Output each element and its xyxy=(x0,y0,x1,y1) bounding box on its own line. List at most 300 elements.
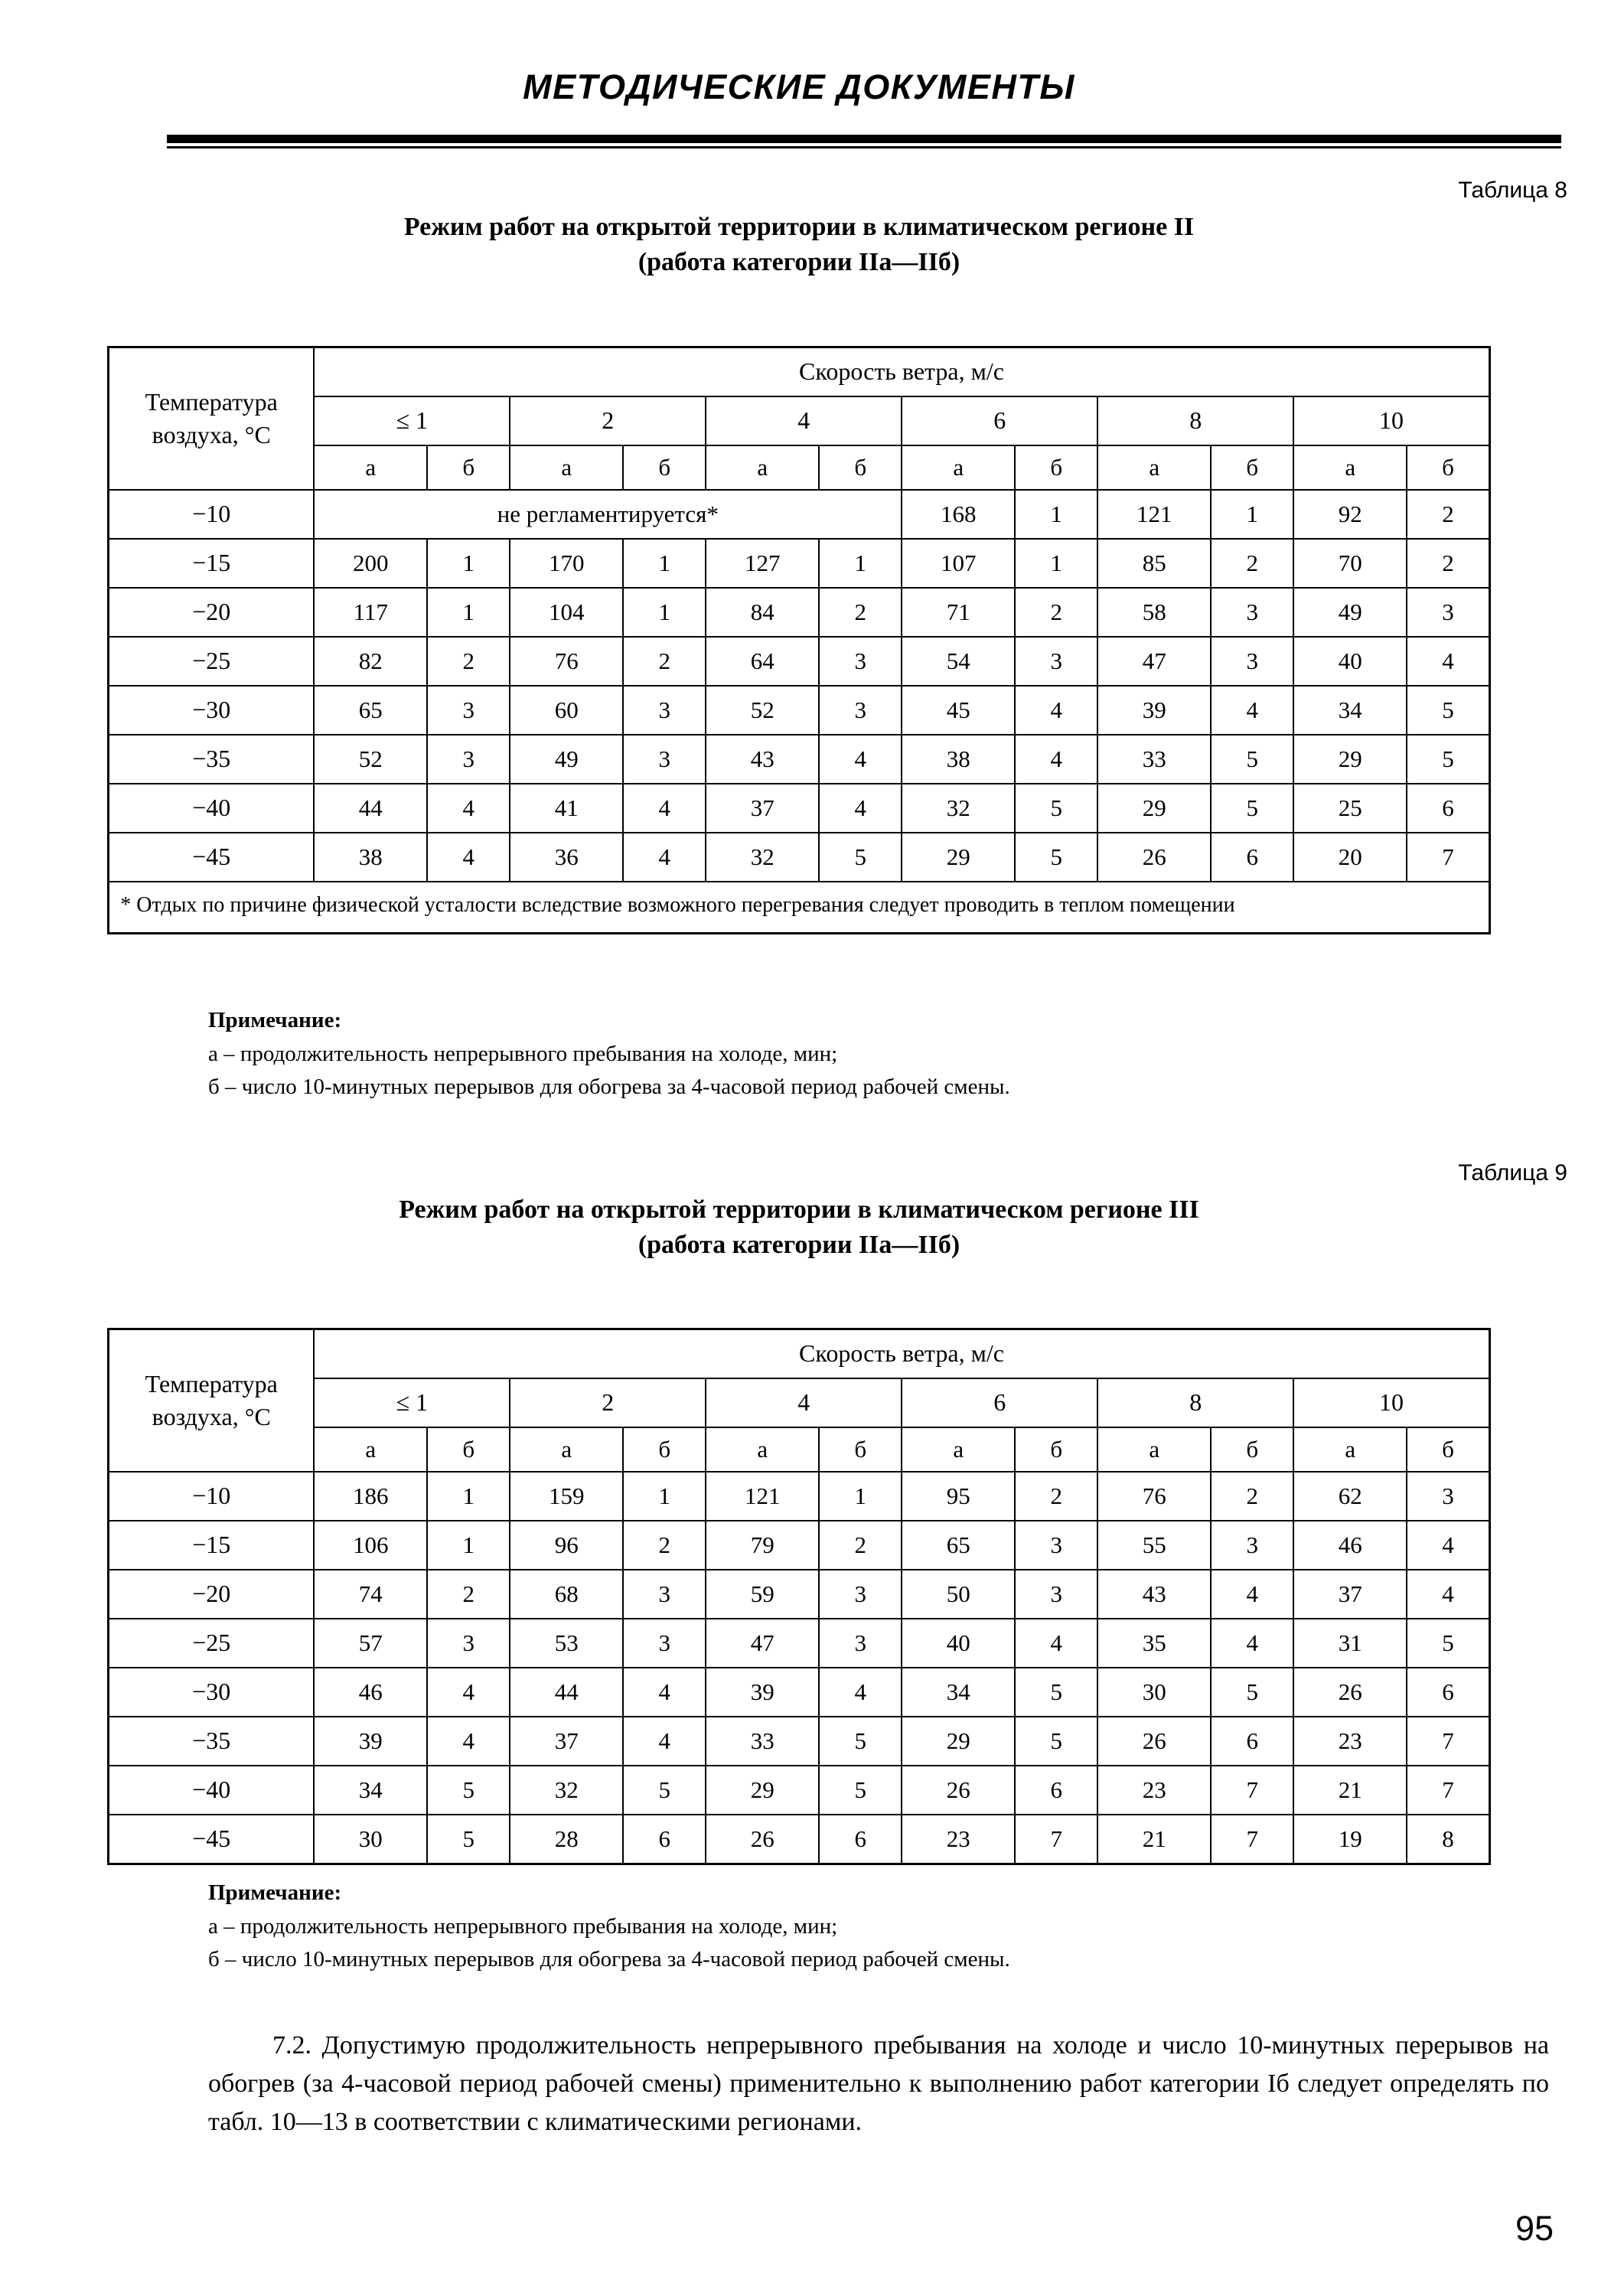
table-row xyxy=(109,1521,1490,1570)
value-cell: 25 xyxy=(1293,784,1407,833)
temperature-cell: −10 xyxy=(109,490,315,539)
value-cell: 46 xyxy=(314,1668,427,1717)
table9-notes-block xyxy=(0,1877,1598,1977)
value-cell: 2 xyxy=(1407,490,1489,539)
value-cell: 79 xyxy=(706,1521,819,1570)
value-cell: 4 xyxy=(1015,1619,1097,1668)
value-cell: 4 xyxy=(623,784,706,833)
value-cell: 26 xyxy=(1293,1668,1407,1717)
table8-title-line1: Режим работ на открытой территории в климатическом регионе II xyxy=(403,213,1195,241)
value-cell: 5 xyxy=(819,833,902,882)
value-cell: 3 xyxy=(1015,1570,1097,1619)
value-cell: 37 xyxy=(706,784,819,833)
value-cell: 29 xyxy=(1097,784,1211,833)
value-cell: 23 xyxy=(1097,1766,1211,1815)
value-cell: 6 xyxy=(819,1815,902,1864)
table8-head-row1 xyxy=(109,347,1490,397)
temperature-cell: −20 xyxy=(109,1570,315,1619)
value-cell: 38 xyxy=(902,735,1015,784)
value-cell: 3 xyxy=(1211,1521,1293,1570)
value-cell: 32 xyxy=(510,1766,623,1815)
temperature-cell: −30 xyxy=(109,686,315,735)
value-cell: 4 xyxy=(427,784,510,833)
value-cell: 7 xyxy=(1407,1717,1489,1766)
table9-title-line1: Режим работ на открытой территории в климатическом регионе III xyxy=(399,1195,1199,1224)
value-cell: 3 xyxy=(1015,1521,1097,1570)
value-cell: 5 xyxy=(819,1717,902,1766)
value-cell: 43 xyxy=(706,735,819,784)
value-cell: 8 xyxy=(1407,1815,1489,1864)
value-cell: 4 xyxy=(623,1668,706,1717)
table9-sub-b-3: б xyxy=(1015,1427,1097,1472)
table8-sub-b-3: б xyxy=(1015,445,1097,490)
table-row xyxy=(109,1570,1490,1619)
table9-caption: Таблица 9 xyxy=(1458,1160,1567,1186)
value-cell: 4 xyxy=(1407,637,1489,686)
value-cell: 2 xyxy=(427,1570,510,1619)
table9 xyxy=(107,1328,1491,1865)
value-cell: 3 xyxy=(819,637,902,686)
value-cell: 28 xyxy=(510,1815,623,1864)
value-cell: 2 xyxy=(623,637,706,686)
value-cell: 33 xyxy=(1097,735,1211,784)
value-cell: 3 xyxy=(623,686,706,735)
value-cell: 4 xyxy=(427,1717,510,1766)
value-cell: 71 xyxy=(902,588,1015,637)
value-cell: 1 xyxy=(819,539,902,588)
value-cell: 21 xyxy=(1097,1815,1211,1864)
value-cell: 23 xyxy=(1293,1717,1407,1766)
table8 xyxy=(107,346,1491,934)
value-cell: 3 xyxy=(427,735,510,784)
table9-sub-a-1: а xyxy=(510,1427,623,1472)
value-cell: 4 xyxy=(1407,1521,1489,1570)
value-cell: 4 xyxy=(427,833,510,882)
notes9-header: Примечание: xyxy=(208,1880,342,1905)
table8-sub-b-1: б xyxy=(623,445,706,490)
value-cell: 5 xyxy=(1407,735,1489,784)
value-cell: 200 xyxy=(314,539,427,588)
value-cell: 5 xyxy=(623,1766,706,1815)
value-cell: 68 xyxy=(510,1570,623,1619)
value-cell: 39 xyxy=(706,1668,819,1717)
table9-head-row1 xyxy=(109,1329,1490,1379)
value-cell: 6 xyxy=(1015,1766,1097,1815)
value-cell: 49 xyxy=(1293,588,1407,637)
table8-head-row3 xyxy=(109,445,1490,490)
value-cell: 32 xyxy=(902,784,1015,833)
table8-caption-block xyxy=(0,178,1598,279)
value-cell: 1 xyxy=(427,588,510,637)
table9-title xyxy=(0,1192,1598,1262)
table9-head xyxy=(109,1329,1490,1473)
table8-notes xyxy=(208,1004,1598,1104)
value-cell: 4 xyxy=(1015,686,1097,735)
value-cell: 121 xyxy=(1097,490,1211,539)
value-cell: 1 xyxy=(623,588,706,637)
value-cell: 84 xyxy=(706,588,819,637)
value-cell: 127 xyxy=(706,539,819,588)
value-cell: 3 xyxy=(819,1619,902,1668)
value-cell: 26 xyxy=(902,1766,1015,1815)
value-cell: 5 xyxy=(427,1815,510,1864)
running-head: МЕТОДИЧЕСКИЕ ДОКУМЕНТЫ xyxy=(523,67,1075,106)
value-cell: 2 xyxy=(1015,588,1097,637)
value-cell: 3 xyxy=(1015,637,1097,686)
value-cell: 64 xyxy=(706,637,819,686)
value-cell: 6 xyxy=(1407,1668,1489,1717)
table8-sub-a-2: а xyxy=(706,445,819,490)
table8-foot xyxy=(109,882,1490,933)
table-row xyxy=(109,735,1490,784)
table-row xyxy=(109,539,1490,588)
value-cell: 4 xyxy=(1211,1570,1293,1619)
value-cell: 1 xyxy=(427,1521,510,1570)
value-cell: 82 xyxy=(314,637,427,686)
value-cell: 5 xyxy=(1015,1668,1097,1717)
table9-group-5: 10 xyxy=(1293,1378,1489,1427)
table8-body xyxy=(109,490,1490,882)
value-cell: 35 xyxy=(1097,1619,1211,1668)
value-cell: 34 xyxy=(902,1668,1015,1717)
value-cell: 59 xyxy=(706,1570,819,1619)
table9-temp-header: Температура воздуха, °С xyxy=(109,1329,315,1473)
notes8-header: Примечание: xyxy=(208,1008,342,1032)
temperature-cell: −20 xyxy=(109,588,315,637)
value-cell: 2 xyxy=(623,1521,706,1570)
value-cell: 34 xyxy=(1293,686,1407,735)
value-cell: 33 xyxy=(706,1717,819,1766)
value-cell: 37 xyxy=(510,1717,623,1766)
table9-sub-b-1: б xyxy=(623,1427,706,1472)
value-cell: 29 xyxy=(706,1766,819,1815)
value-cell: 76 xyxy=(1097,1472,1211,1521)
value-cell: 4 xyxy=(819,784,902,833)
value-cell: 5 xyxy=(427,1766,510,1815)
value-cell: 30 xyxy=(314,1815,427,1864)
table9-group-4: 8 xyxy=(1097,1378,1293,1427)
value-cell: 3 xyxy=(1211,637,1293,686)
value-cell: 44 xyxy=(314,784,427,833)
value-cell: 65 xyxy=(314,686,427,735)
value-cell: 7 xyxy=(1015,1815,1097,1864)
value-cell: 29 xyxy=(1293,735,1407,784)
temperature-cell: −45 xyxy=(109,833,315,882)
value-cell: 4 xyxy=(1407,1570,1489,1619)
table-row xyxy=(109,784,1490,833)
value-cell: 3 xyxy=(623,1570,706,1619)
table9-sub-b-5: б xyxy=(1407,1427,1489,1472)
value-cell: 29 xyxy=(902,1717,1015,1766)
table8-sub-b-5: б xyxy=(1407,445,1489,490)
value-cell: 168 xyxy=(902,490,1015,539)
table9-group-1: 2 xyxy=(510,1378,706,1427)
notes8-line-b: б – число 10-минутных перерывов для обогрева за 4-часовой период рабочей смены. xyxy=(208,1075,1010,1099)
value-cell: 70 xyxy=(1293,539,1407,588)
value-cell: 3 xyxy=(1211,588,1293,637)
value-cell: 5 xyxy=(1015,1717,1097,1766)
value-cell: 4 xyxy=(819,1668,902,1717)
value-cell: 4 xyxy=(1211,686,1293,735)
value-cell: 92 xyxy=(1293,490,1407,539)
value-cell: 3 xyxy=(623,735,706,784)
value-cell: 31 xyxy=(1293,1619,1407,1668)
table9-group-3: 6 xyxy=(902,1378,1097,1427)
table8-head xyxy=(109,347,1490,491)
value-cell: 107 xyxy=(902,539,1015,588)
table-row xyxy=(109,490,1490,539)
temperature-cell: −45 xyxy=(109,1815,315,1864)
table9-caption-block xyxy=(0,1160,1598,1262)
table8-sub-b-4: б xyxy=(1211,445,1293,490)
value-cell: 1 xyxy=(1015,490,1097,539)
value-cell: 29 xyxy=(902,833,1015,882)
value-cell: 3 xyxy=(427,686,510,735)
value-cell: 57 xyxy=(314,1619,427,1668)
table8-group-0: ≤ 1 xyxy=(314,396,510,445)
value-cell: 121 xyxy=(706,1472,819,1521)
table8-sub-a-3: а xyxy=(902,445,1015,490)
temperature-cell: −15 xyxy=(109,1521,315,1570)
value-cell: 85 xyxy=(1097,539,1211,588)
table9-sub-a-0: а xyxy=(314,1427,427,1472)
value-cell: 7 xyxy=(1407,1766,1489,1815)
table8-speed-header: Скорость ветра, м/с xyxy=(314,347,1489,397)
table8-group-3: 6 xyxy=(902,396,1097,445)
value-cell: 5 xyxy=(1015,784,1097,833)
value-cell: 2 xyxy=(1211,1472,1293,1521)
value-cell: 36 xyxy=(510,833,623,882)
value-cell: 40 xyxy=(1293,637,1407,686)
value-cell: 5 xyxy=(1211,1668,1293,1717)
value-cell: 53 xyxy=(510,1619,623,1668)
table9-sub-b-2: б xyxy=(819,1427,902,1472)
value-cell: 40 xyxy=(902,1619,1015,1668)
value-cell: 52 xyxy=(706,686,819,735)
temperature-cell: −40 xyxy=(109,1766,315,1815)
header-rule xyxy=(167,135,1561,148)
notes8-line-a: а – продолжительность непрерывного пребывания на холоде, мин; xyxy=(208,1041,838,1066)
table8-sub-b-2: б xyxy=(819,445,902,490)
value-cell: 5 xyxy=(1211,735,1293,784)
table8-group-2: 4 xyxy=(706,396,902,445)
temperature-cell: −30 xyxy=(109,1668,315,1717)
table-row xyxy=(109,1472,1490,1521)
table8-head-row2 xyxy=(109,396,1490,445)
table9-sub-a-5: а xyxy=(1293,1427,1407,1472)
value-cell: 50 xyxy=(902,1570,1015,1619)
table-row xyxy=(109,686,1490,735)
value-cell: 1 xyxy=(623,1472,706,1521)
table8-group-1: 2 xyxy=(510,396,706,445)
table-row xyxy=(109,1619,1490,1668)
value-cell: 1 xyxy=(819,1472,902,1521)
value-cell: 7 xyxy=(1211,1766,1293,1815)
table8-group-5: 10 xyxy=(1293,396,1489,445)
table9-group-2: 4 xyxy=(706,1378,902,1427)
value-cell: 41 xyxy=(510,784,623,833)
value-cell: 1 xyxy=(427,1472,510,1521)
notes9-line-b: б – число 10-минутных перерывов для обогрева за 4-часовой период рабочей смены. xyxy=(208,1947,1010,1971)
table-row xyxy=(109,1717,1490,1766)
value-cell: 49 xyxy=(510,735,623,784)
value-cell: 1 xyxy=(427,539,510,588)
value-cell: 47 xyxy=(1097,637,1211,686)
value-cell: 6 xyxy=(623,1815,706,1864)
value-cell: 32 xyxy=(706,833,819,882)
value-cell: 2 xyxy=(819,588,902,637)
value-cell: 38 xyxy=(314,833,427,882)
value-cell: 43 xyxy=(1097,1570,1211,1619)
paragraph-block xyxy=(0,2027,1598,2141)
value-cell: 117 xyxy=(314,588,427,637)
value-cell: 4 xyxy=(623,833,706,882)
value-cell: 106 xyxy=(314,1521,427,1570)
value-cell: 62 xyxy=(1293,1472,1407,1521)
table-row xyxy=(109,1766,1490,1815)
value-cell: 2 xyxy=(1407,539,1489,588)
table8-sub-b-0: б xyxy=(427,445,510,490)
table8-block xyxy=(0,346,1598,934)
value-cell: 5 xyxy=(1407,686,1489,735)
value-cell: 52 xyxy=(314,735,427,784)
temperature-cell: −15 xyxy=(109,539,315,588)
value-cell: 39 xyxy=(314,1717,427,1766)
value-cell: 46 xyxy=(1293,1521,1407,1570)
table8-notes-block xyxy=(0,1004,1598,1104)
value-cell: 3 xyxy=(819,686,902,735)
value-cell: 19 xyxy=(1293,1815,1407,1864)
value-cell: 30 xyxy=(1097,1668,1211,1717)
value-cell: 1 xyxy=(1015,539,1097,588)
value-cell: 2 xyxy=(427,637,510,686)
value-cell: 159 xyxy=(510,1472,623,1521)
value-cell: 2 xyxy=(819,1521,902,1570)
value-cell: 186 xyxy=(314,1472,427,1521)
temperature-cell: −25 xyxy=(109,1619,315,1668)
value-cell: 3 xyxy=(819,1570,902,1619)
value-cell: 55 xyxy=(1097,1521,1211,1570)
table8-title xyxy=(0,210,1598,279)
value-cell: 6 xyxy=(1211,833,1293,882)
value-cell: 2 xyxy=(1211,539,1293,588)
value-cell: 54 xyxy=(902,637,1015,686)
value-cell: 58 xyxy=(1097,588,1211,637)
table8-sub-a-5: а xyxy=(1293,445,1407,490)
value-cell: 21 xyxy=(1293,1766,1407,1815)
value-cell: 4 xyxy=(1211,1619,1293,1668)
table8-sub-a-0: а xyxy=(314,445,427,490)
value-cell: 45 xyxy=(902,686,1015,735)
value-cell: 74 xyxy=(314,1570,427,1619)
value-cell: 2 xyxy=(1015,1472,1097,1521)
value-cell: 3 xyxy=(427,1619,510,1668)
value-cell: 7 xyxy=(1407,833,1489,882)
value-cell: 26 xyxy=(706,1815,819,1864)
value-cell: 6 xyxy=(1407,784,1489,833)
value-cell: 26 xyxy=(1097,1717,1211,1766)
table9-sub-b-4: б xyxy=(1211,1427,1293,1472)
value-cell: 95 xyxy=(902,1472,1015,1521)
value-cell: 60 xyxy=(510,686,623,735)
value-cell: 3 xyxy=(1407,1472,1489,1521)
table9-sub-a-2: а xyxy=(706,1427,819,1472)
value-cell: 37 xyxy=(1293,1570,1407,1619)
temperature-cell: −35 xyxy=(109,735,315,784)
value-cell: 76 xyxy=(510,637,623,686)
value-cell: 1 xyxy=(623,539,706,588)
table9-notes xyxy=(208,1877,1598,1977)
table9-head-row2 xyxy=(109,1378,1490,1427)
value-cell: 7 xyxy=(1211,1815,1293,1864)
table8-footnote: * Отдых по причине физической усталости вследствие возможного перегревания следует проводить в теплом помещении xyxy=(109,882,1490,933)
value-cell: 5 xyxy=(1407,1619,1489,1668)
table9-head-row3 xyxy=(109,1427,1490,1472)
table9-body xyxy=(109,1472,1490,1864)
value-cell: 20 xyxy=(1293,833,1407,882)
table-row xyxy=(109,1668,1490,1717)
value-cell: 5 xyxy=(1015,833,1097,882)
value-cell: 6 xyxy=(1211,1717,1293,1766)
table-row xyxy=(109,833,1490,882)
value-cell: 44 xyxy=(510,1668,623,1717)
temperature-cell: −25 xyxy=(109,637,315,686)
value-cell: 5 xyxy=(819,1766,902,1815)
value-cell: 4 xyxy=(427,1668,510,1717)
value-cell: 47 xyxy=(706,1619,819,1668)
not-regulated-cell: не регламентируется* xyxy=(314,490,902,539)
value-cell: 96 xyxy=(510,1521,623,1570)
table8-temp-header: Температура воздуха, °С xyxy=(109,347,315,491)
notes9-line-a: а – продолжительность непрерывного пребывания на холоде, мин; xyxy=(208,1913,838,1939)
value-cell: 3 xyxy=(1407,588,1489,637)
value-cell: 3 xyxy=(623,1619,706,1668)
table-row xyxy=(109,588,1490,637)
value-cell: 23 xyxy=(902,1815,1015,1864)
value-cell: 4 xyxy=(623,1717,706,1766)
table8-sub-a-4: а xyxy=(1097,445,1211,490)
value-cell: 4 xyxy=(819,735,902,784)
temperature-cell: −10 xyxy=(109,1472,315,1521)
table8-group-4: 8 xyxy=(1097,396,1293,445)
paragraph-7-2: 7.2. Допустимую продолжительность непрерывного пребывания на холоде и число 10-минутных перерывов на обогрев (за 4-часовой период рабочей смены) применительно к выполнению работ категории Iб следует определять по табл. 10—13 в соответствии с климатическими регионами. xyxy=(208,2031,1549,2136)
value-cell: 104 xyxy=(510,588,623,637)
value-cell: 65 xyxy=(902,1521,1015,1570)
value-cell: 5 xyxy=(1211,784,1293,833)
table8-footnote-row xyxy=(109,882,1490,933)
table9-speed-header: Скорость ветра, м/с xyxy=(314,1329,1489,1379)
value-cell: 39 xyxy=(1097,686,1211,735)
table9-block xyxy=(0,1328,1598,1865)
value-cell: 170 xyxy=(510,539,623,588)
table-row xyxy=(109,1815,1490,1864)
table9-sub-a-3: а xyxy=(902,1427,1015,1472)
table9-group-0: ≤ 1 xyxy=(314,1378,510,1427)
temperature-cell: −40 xyxy=(109,784,315,833)
table9-title-line2: (работа категории IIа—IIб) xyxy=(638,1230,960,1259)
table8-sub-a-1: а xyxy=(510,445,623,490)
table8-caption: Таблица 8 xyxy=(1458,178,1567,203)
value-cell: 34 xyxy=(314,1766,427,1815)
page-number: 95 xyxy=(1515,2209,1554,2248)
table8-title-line2: (работа категории IIа—IIб) xyxy=(638,247,960,276)
value-cell: 1 xyxy=(1211,490,1293,539)
temperature-cell: −35 xyxy=(109,1717,315,1766)
table-row xyxy=(109,637,1490,686)
table9-sub-b-0: б xyxy=(427,1427,510,1472)
value-cell: 26 xyxy=(1097,833,1211,882)
table9-sub-a-4: а xyxy=(1097,1427,1211,1472)
